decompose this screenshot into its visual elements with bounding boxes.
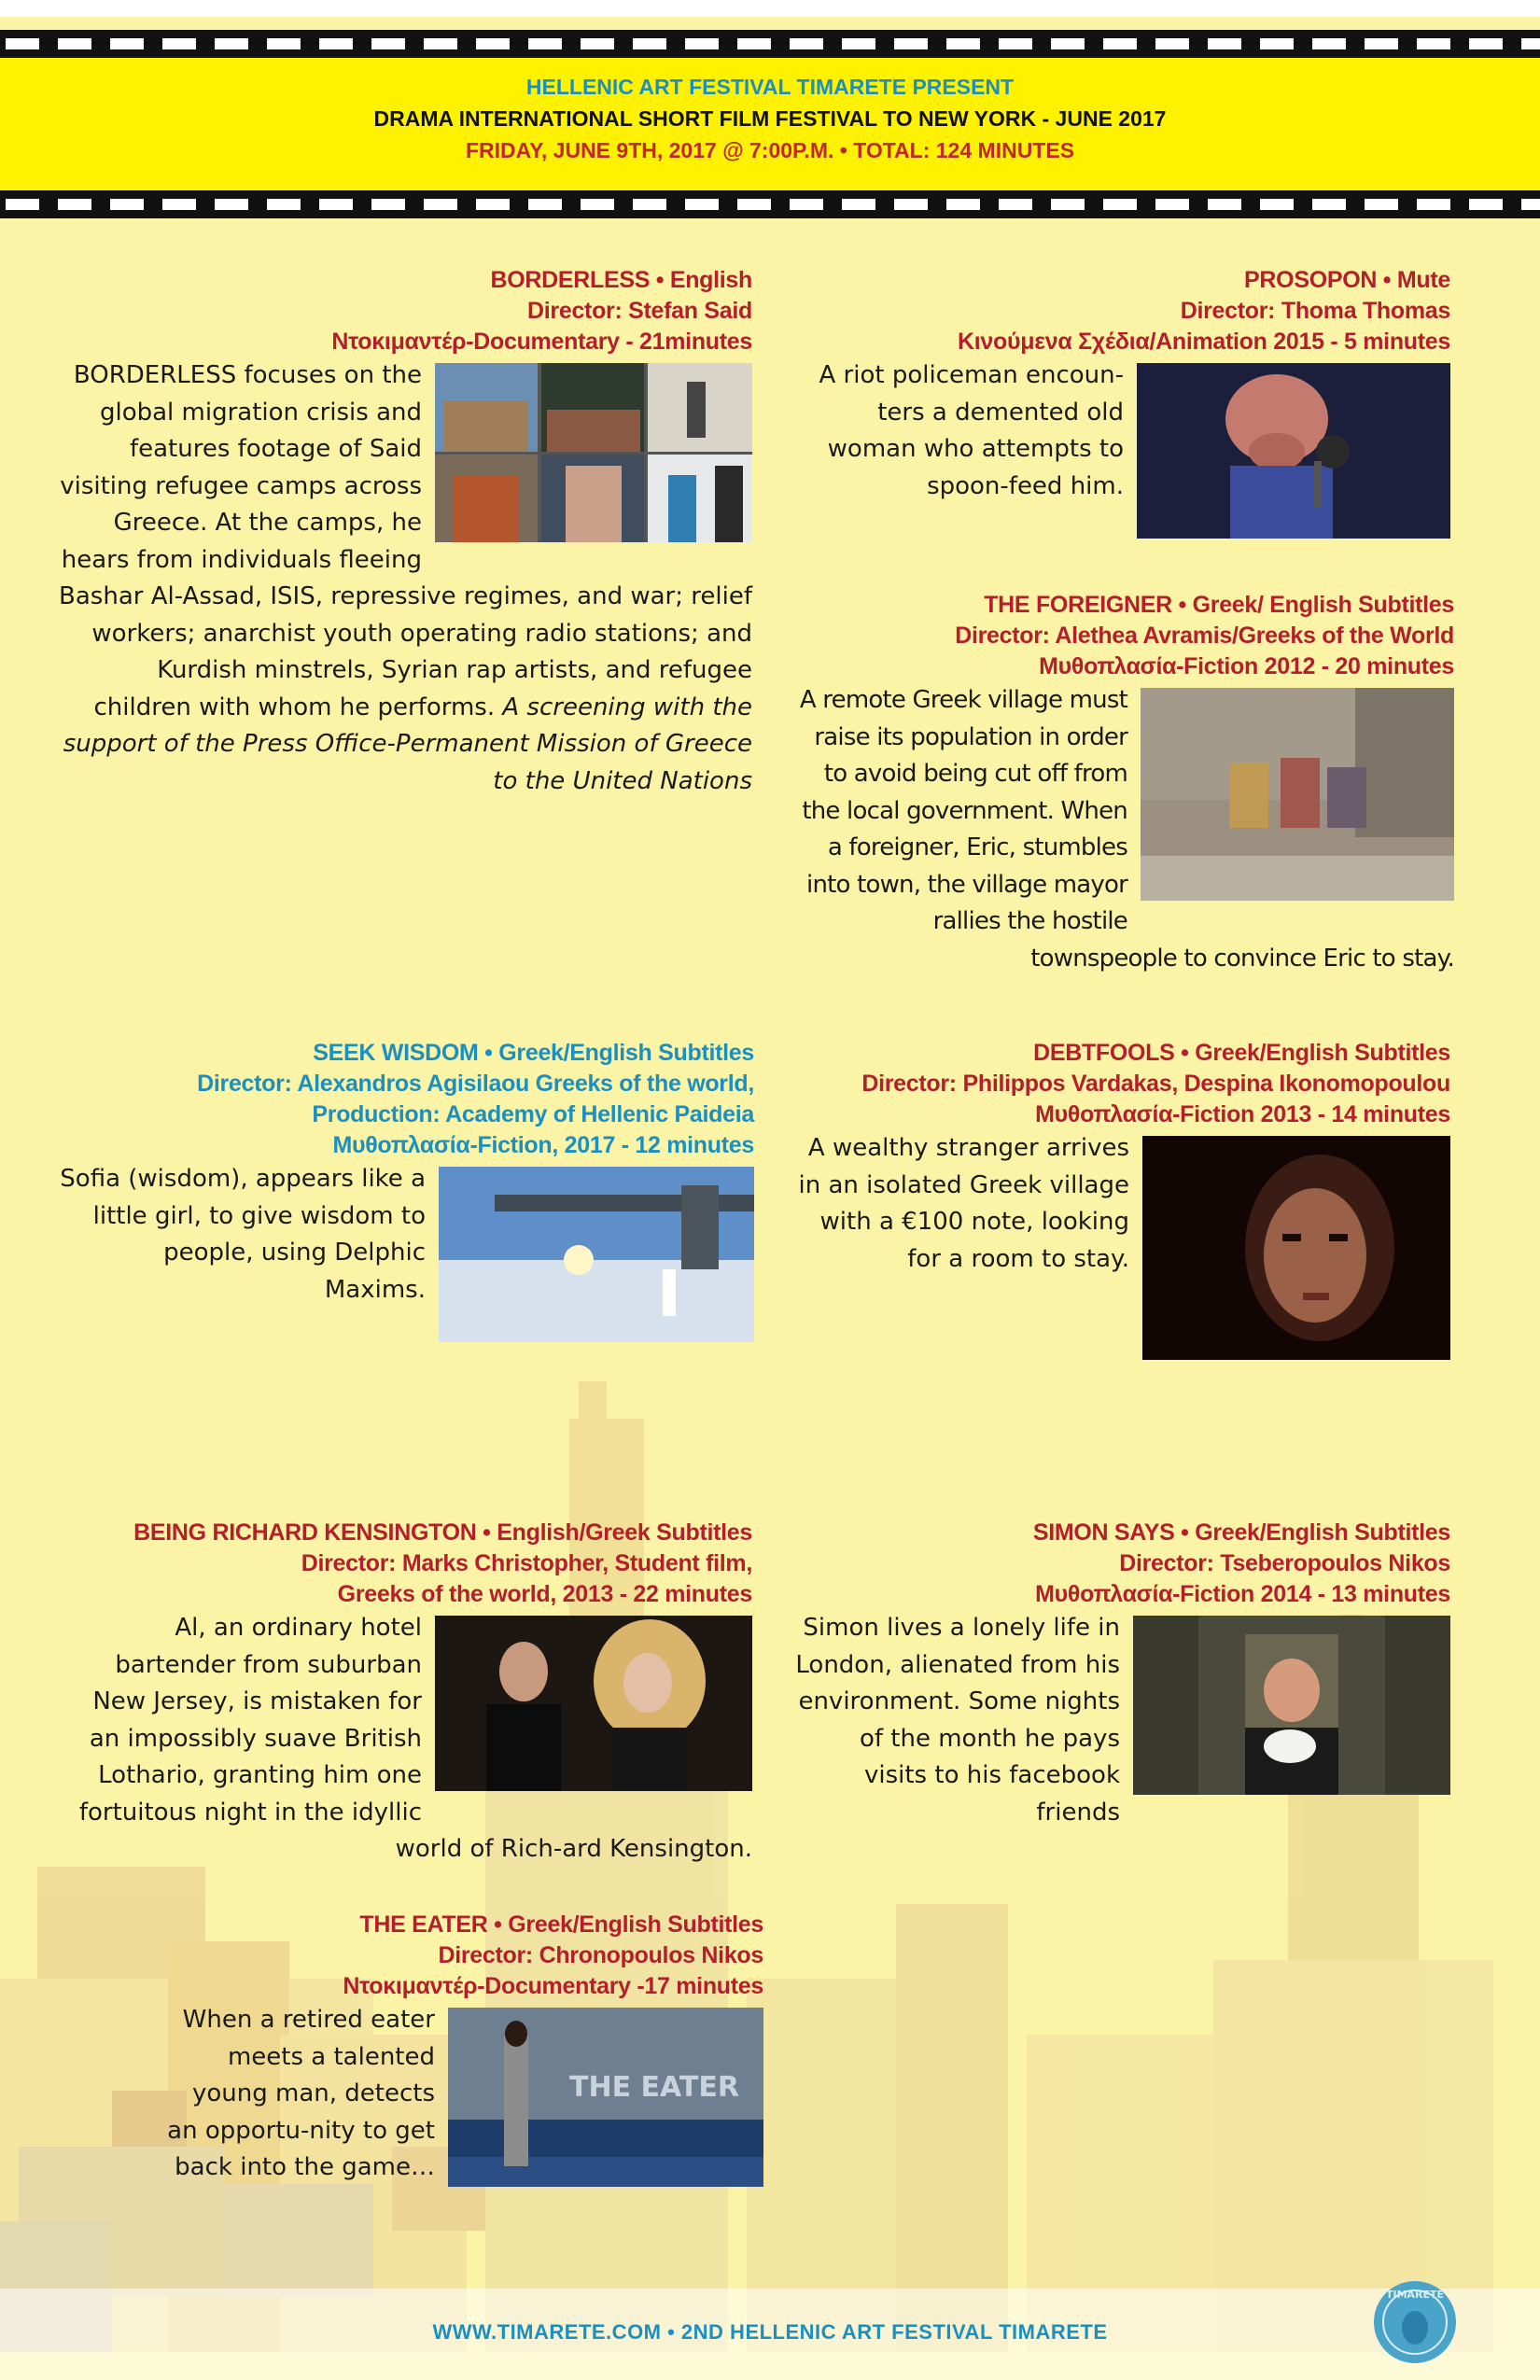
sprocket-hole — [946, 38, 980, 49]
film-meta: Μυθοπλασία-Fiction 2014 - 13 minutes — [1035, 1581, 1450, 1607]
sprocket-hole — [999, 38, 1032, 49]
sprocket-hole — [6, 199, 39, 210]
portrait-still-graphic — [1142, 1136, 1450, 1360]
sprocket-hole — [790, 199, 823, 210]
film-title: BEING RICHARD KENSINGTON • English/Greek Subtitles — [133, 1519, 752, 1546]
sprocket-hole — [1260, 38, 1294, 49]
film-director: Director: Chronopoulos Nikos — [438, 1942, 763, 1968]
film-description-text: Sofia (wisdom), appears like a little girl, to give wisdom to people, using Delphic Maxims. — [60, 1165, 426, 1304]
sprocket-hole — [946, 199, 980, 210]
sprocket-hole — [1260, 199, 1294, 210]
sprocket-hole — [110, 199, 144, 210]
sprocket-hole — [1365, 38, 1398, 49]
film-description-text: When a retired eater meets a talented young man, detects an opportu-nity to get back into the game… — [167, 2006, 435, 2181]
film-meta: Ντοκιμαντέρ-Documentary -17 minutes — [343, 1973, 763, 1999]
filmstrip-top — [0, 30, 1540, 58]
film-meta: Κινούμενα Σχέδια/Animation 2015 - 5 minutes — [958, 329, 1450, 355]
film-meta: Μυθοπλασία-Fiction 2013 - 14 minutes — [1035, 1101, 1450, 1127]
header-line-date: FRIDAY, JUNE 9TH, 2017 @ 7:00P.M. • TOTAL: 124 MINUTES — [465, 138, 1075, 162]
sprocket-hole — [267, 199, 301, 210]
sprocket-hole — [737, 199, 771, 210]
header-line-festival: DRAMA INTERNATIONAL SHORT FILM FESTIVAL TO NEW YORK - JUNE 2017 — [373, 106, 1167, 131]
sprocket-hole — [162, 38, 196, 49]
film-meta: Greeks of the world, 2013 - 22 minutes — [337, 1581, 752, 1607]
film-thumbnail-simon — [1133, 1616, 1450, 1795]
film-description — [56, 1610, 752, 1869]
sprocket-hole — [1208, 38, 1241, 49]
sprocket-hole — [371, 199, 405, 210]
sprocket-hole — [476, 38, 510, 49]
sprocket-hole — [790, 38, 823, 49]
film-description — [793, 357, 1450, 505]
filmstrip-holes — [0, 30, 1540, 49]
sprocket-hole — [1103, 199, 1137, 210]
film-description — [793, 1130, 1450, 1278]
film-meta: Μυθοπλασία-Fiction 2012 - 20 minutes — [1039, 653, 1454, 679]
film-thumbnail-debtfools — [1142, 1136, 1450, 1360]
sprocket-hole — [633, 199, 666, 210]
sprocket-hole — [528, 38, 562, 49]
sprocket-hole — [685, 38, 719, 49]
film-description — [56, 357, 752, 800]
sprocket-hole — [1365, 199, 1398, 210]
sprocket-hole — [215, 38, 248, 49]
film-director: Director: Alethea Avramis/Greeks of the World — [955, 623, 1454, 649]
footer-text: WWW.TIMARETE.COM • 2ND HELLENIC ART FESTIVAL TIMARETE — [432, 2320, 1108, 2344]
film-description-text: BORDERLESS focuses on the global migration crisis and features footage of Said visiting refugee camps across Greece. At the camps, he hears from individuals fleeing Bashar Al-Assad, ISIS, repressive regimes, and war; relief workers; anarchist youth operating radio stations; and Kurdish minstrels, Syrian rap artists, and refugee children with whom he performs. — [59, 361, 752, 721]
film-seek-wisdom — [56, 1038, 754, 1348]
sprocket-hole — [894, 38, 928, 49]
sprocket-hole — [1208, 199, 1241, 210]
filmstrip-holes — [0, 190, 1540, 210]
film-borderless — [56, 265, 752, 800]
film-being-richard-kensington — [56, 1518, 752, 1869]
sprocket-hole — [110, 38, 144, 49]
film-title: SEEK WISDOM • Greek/English Subtitles — [313, 1040, 754, 1066]
sprocket-hole — [1417, 199, 1450, 210]
poster-text: THE EATER — [569, 2071, 739, 2104]
sprocket-hole — [999, 199, 1032, 210]
film-title: THE FOREIGNER • Greek/ English Subtitles — [984, 592, 1454, 618]
film-director: Director: Marks Christopher, Student film, — [301, 1550, 752, 1576]
film-meta: Μυθοπλασία-Fiction, 2017 - 12 minutes — [332, 1132, 754, 1158]
animation-still-graphic — [1137, 363, 1450, 539]
film-thumbnail-seek-wisdom — [439, 1167, 754, 1342]
film-title: DEBTFOOLS • Greek/English Subtitles — [1033, 1040, 1450, 1066]
film-title: BORDERLESS • English — [490, 267, 752, 293]
film-meta: Ντοκιμαντέρ-Documentary - 21minutes — [331, 329, 752, 355]
sprocket-hole — [371, 38, 405, 49]
sprocket-hole — [162, 199, 196, 210]
film-thumbnail-foreigner — [1141, 688, 1454, 901]
film-simon-says — [793, 1518, 1450, 1831]
logo-seal-icon — [1368, 2275, 1462, 2369]
sprocket-hole — [528, 199, 562, 210]
couple-still-graphic — [435, 1616, 752, 1791]
sprocket-hole — [1155, 199, 1189, 210]
sprocket-hole — [424, 38, 457, 49]
sprocket-hole — [215, 199, 248, 210]
film-description — [793, 682, 1454, 977]
sprocket-hole — [319, 38, 353, 49]
film-title: PROSOPON • Mute — [1244, 267, 1450, 293]
snowy-field-graphic — [439, 1167, 754, 1342]
top-margin — [0, 0, 1540, 17]
sprocket-hole — [476, 199, 510, 210]
film-description-text: Al, an ordinary hotel bartender from suburban New Jersey, is mistaken for an impossibly suave British Lothario, granting him one fortuitous night in the idyllic world of Rich-ard Kensington. — [78, 1614, 752, 1863]
sprocket-hole — [1312, 38, 1346, 49]
film-thumbnail-borderless — [435, 363, 752, 542]
film-the-foreigner — [793, 590, 1454, 977]
header-line-presenter: HELLENIC ART FESTIVAL TIMARETE PRESENT — [525, 75, 1015, 99]
film-description — [56, 1161, 754, 1309]
film-director: Director: Tseberopoulos Nikos — [1119, 1550, 1450, 1576]
sprocket-hole — [424, 199, 457, 210]
sprocket-hole — [737, 38, 771, 49]
sprocket-hole — [633, 38, 666, 49]
sprocket-hole — [1469, 38, 1503, 49]
filmstrip-bottom — [0, 190, 1540, 218]
film-production: Production: Academy of Hellenic Paideia — [312, 1101, 754, 1127]
film-description-text: A riot policeman encoun-ters a demented old woman who attempts to spoon-feed him. — [819, 361, 1124, 500]
sprocket-hole — [58, 38, 91, 49]
corridor-still-graphic — [1133, 1616, 1450, 1795]
film-title: THE EATER • Greek/English Subtitles — [359, 1911, 763, 1938]
film-prosopon — [793, 265, 1450, 544]
film-description — [159, 2002, 763, 2187]
film-description-text: Simon lives a lonely life in London, alienated from his environment. Some nights of the month he pays visits to his facebook friends — [795, 1614, 1120, 1827]
film-note: A screening with the support of the Press Office-Permanent Mission of Greece to the United Nations — [63, 693, 752, 795]
sprocket-hole — [1417, 38, 1450, 49]
film-thumbnail-prosopon — [1137, 363, 1450, 539]
film-description-text: A wealthy stranger arrives in an isolated Greek village with a €100 note, looking for a room to stay. — [798, 1134, 1129, 1273]
film-the-eater — [159, 1910, 763, 2192]
sprocket-hole — [685, 199, 719, 210]
sprocket-hole — [1155, 38, 1189, 49]
sprocket-hole — [581, 199, 614, 210]
header-banner — [0, 58, 1540, 190]
sprocket-hole — [1521, 199, 1540, 210]
sprocket-hole — [842, 38, 875, 49]
sprocket-hole — [581, 38, 614, 49]
film-thumbnail-eater — [448, 2008, 763, 2187]
sprocket-hole — [6, 38, 39, 49]
logo-text: TIMARETE — [1385, 2289, 1445, 2301]
film-description — [793, 1610, 1450, 1831]
sprocket-hole — [1521, 38, 1540, 49]
film-director: Director: Philippos Vardakas, Despina Ikonomopoulou — [861, 1071, 1450, 1097]
sprocket-hole — [1469, 199, 1503, 210]
village-still-graphic — [1141, 688, 1454, 901]
film-description-text: A remote Greek village must raise its population in order to avoid being cut off from the local government. When a foreigner, Eric, stumbles into town, the village mayor rallies the hostile townspeople to convince Eric to stay. — [799, 686, 1454, 973]
film-director: Director: Thoma Thomas — [1180, 298, 1450, 324]
timarete-logo — [1368, 2275, 1462, 2369]
sprocket-hole — [1103, 38, 1137, 49]
sprocket-hole — [319, 199, 353, 210]
seaside-still-graphic — [448, 2008, 763, 2187]
film-director: Director: Stefan Said — [527, 298, 752, 324]
sprocket-hole — [58, 199, 91, 210]
sprocket-hole — [267, 38, 301, 49]
sprocket-hole — [1051, 199, 1085, 210]
sprocket-hole — [1312, 199, 1346, 210]
film-title: SIMON SAYS • Greek/English Subtitles — [1032, 1519, 1450, 1546]
sprocket-hole — [894, 199, 928, 210]
sprocket-hole — [1051, 38, 1085, 49]
sprocket-hole — [842, 199, 875, 210]
film-thumbnail-richard — [435, 1616, 752, 1791]
film-debtfools — [793, 1038, 1450, 1365]
collage-graphic — [435, 363, 752, 542]
film-director: Director: Alexandros Agisilaou Greeks of the world, — [197, 1071, 754, 1097]
